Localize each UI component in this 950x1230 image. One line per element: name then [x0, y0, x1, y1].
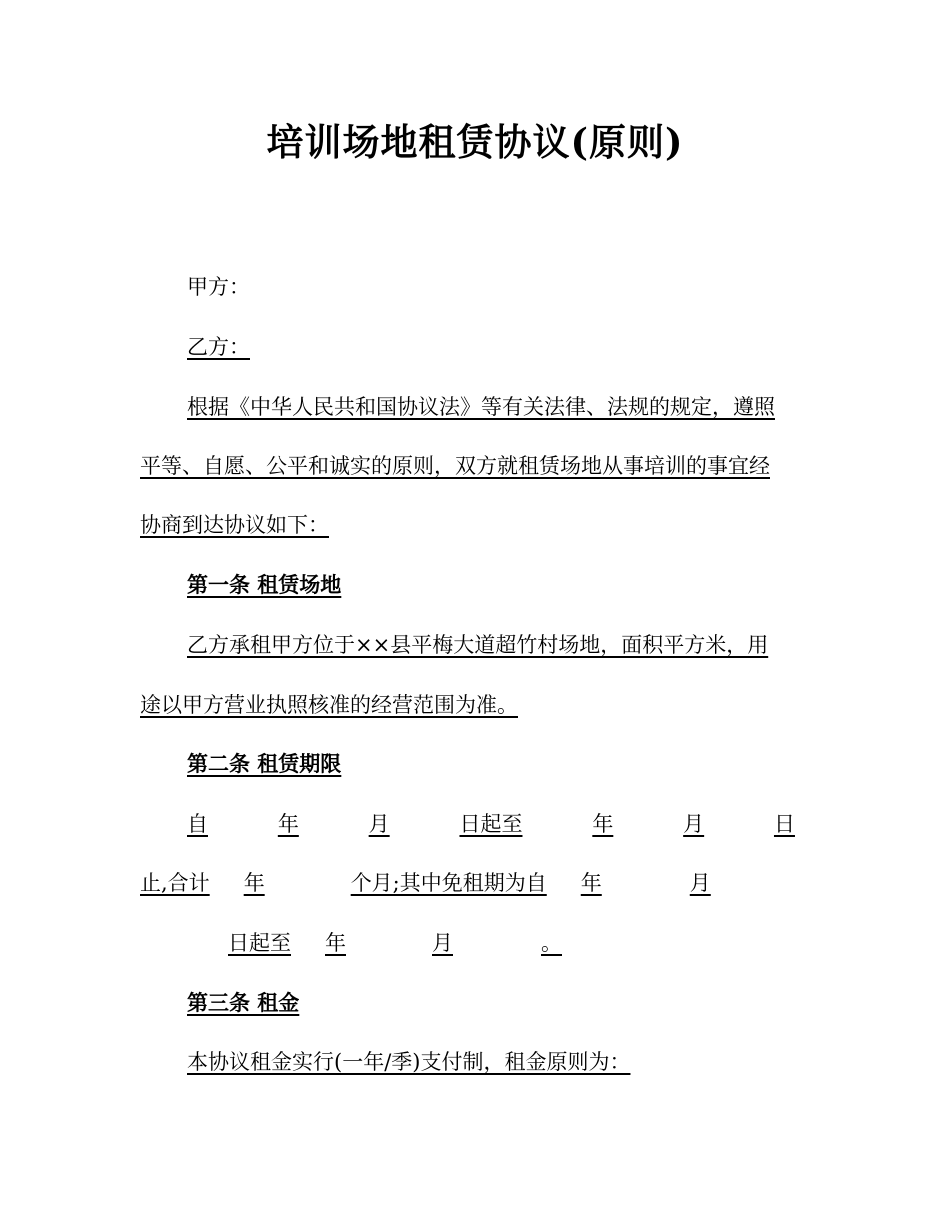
- article-2-line-2: 止,合计 年 个月;其中免租期为自 年 月: [140, 871, 711, 895]
- document-title: 培训场地租赁协议(原则): [266, 120, 684, 164]
- article-3-heading: 第三条 租金: [187, 990, 300, 1015]
- preamble-line-3: 协商到达协议如下：: [140, 513, 329, 537]
- preamble-line-2: 平等、自愿、公平和诚实的原则，双方就租赁场地从事培训的事宜经: [140, 454, 770, 478]
- article-2-line-3: 日起至 年 月 。: [228, 931, 562, 955]
- article-2-heading: 第二条 租赁期限: [187, 751, 342, 776]
- article-1-heading: 第一条 租赁场地: [187, 572, 342, 597]
- party-a-label: 甲方：: [187, 275, 250, 299]
- article-3-line-1: 本协议租金实行(一年/季)支付制，租金原则为：: [187, 1050, 631, 1074]
- article-1-line-2: 途以甲方营业执照核准的经营范围为准。: [140, 693, 518, 717]
- article-2-line-1: 自 年 月 日起至 年 月 日: [187, 812, 795, 836]
- preamble-line-1: 根据《中华人民共和国协议法》等有关法律、法规的规定，遵照: [187, 395, 775, 419]
- party-b-label: 乙方：: [187, 335, 250, 359]
- article-1-line-1: 乙方承租甲方位于××县平梅大道超竹村场地，面积平方米，用: [187, 633, 769, 657]
